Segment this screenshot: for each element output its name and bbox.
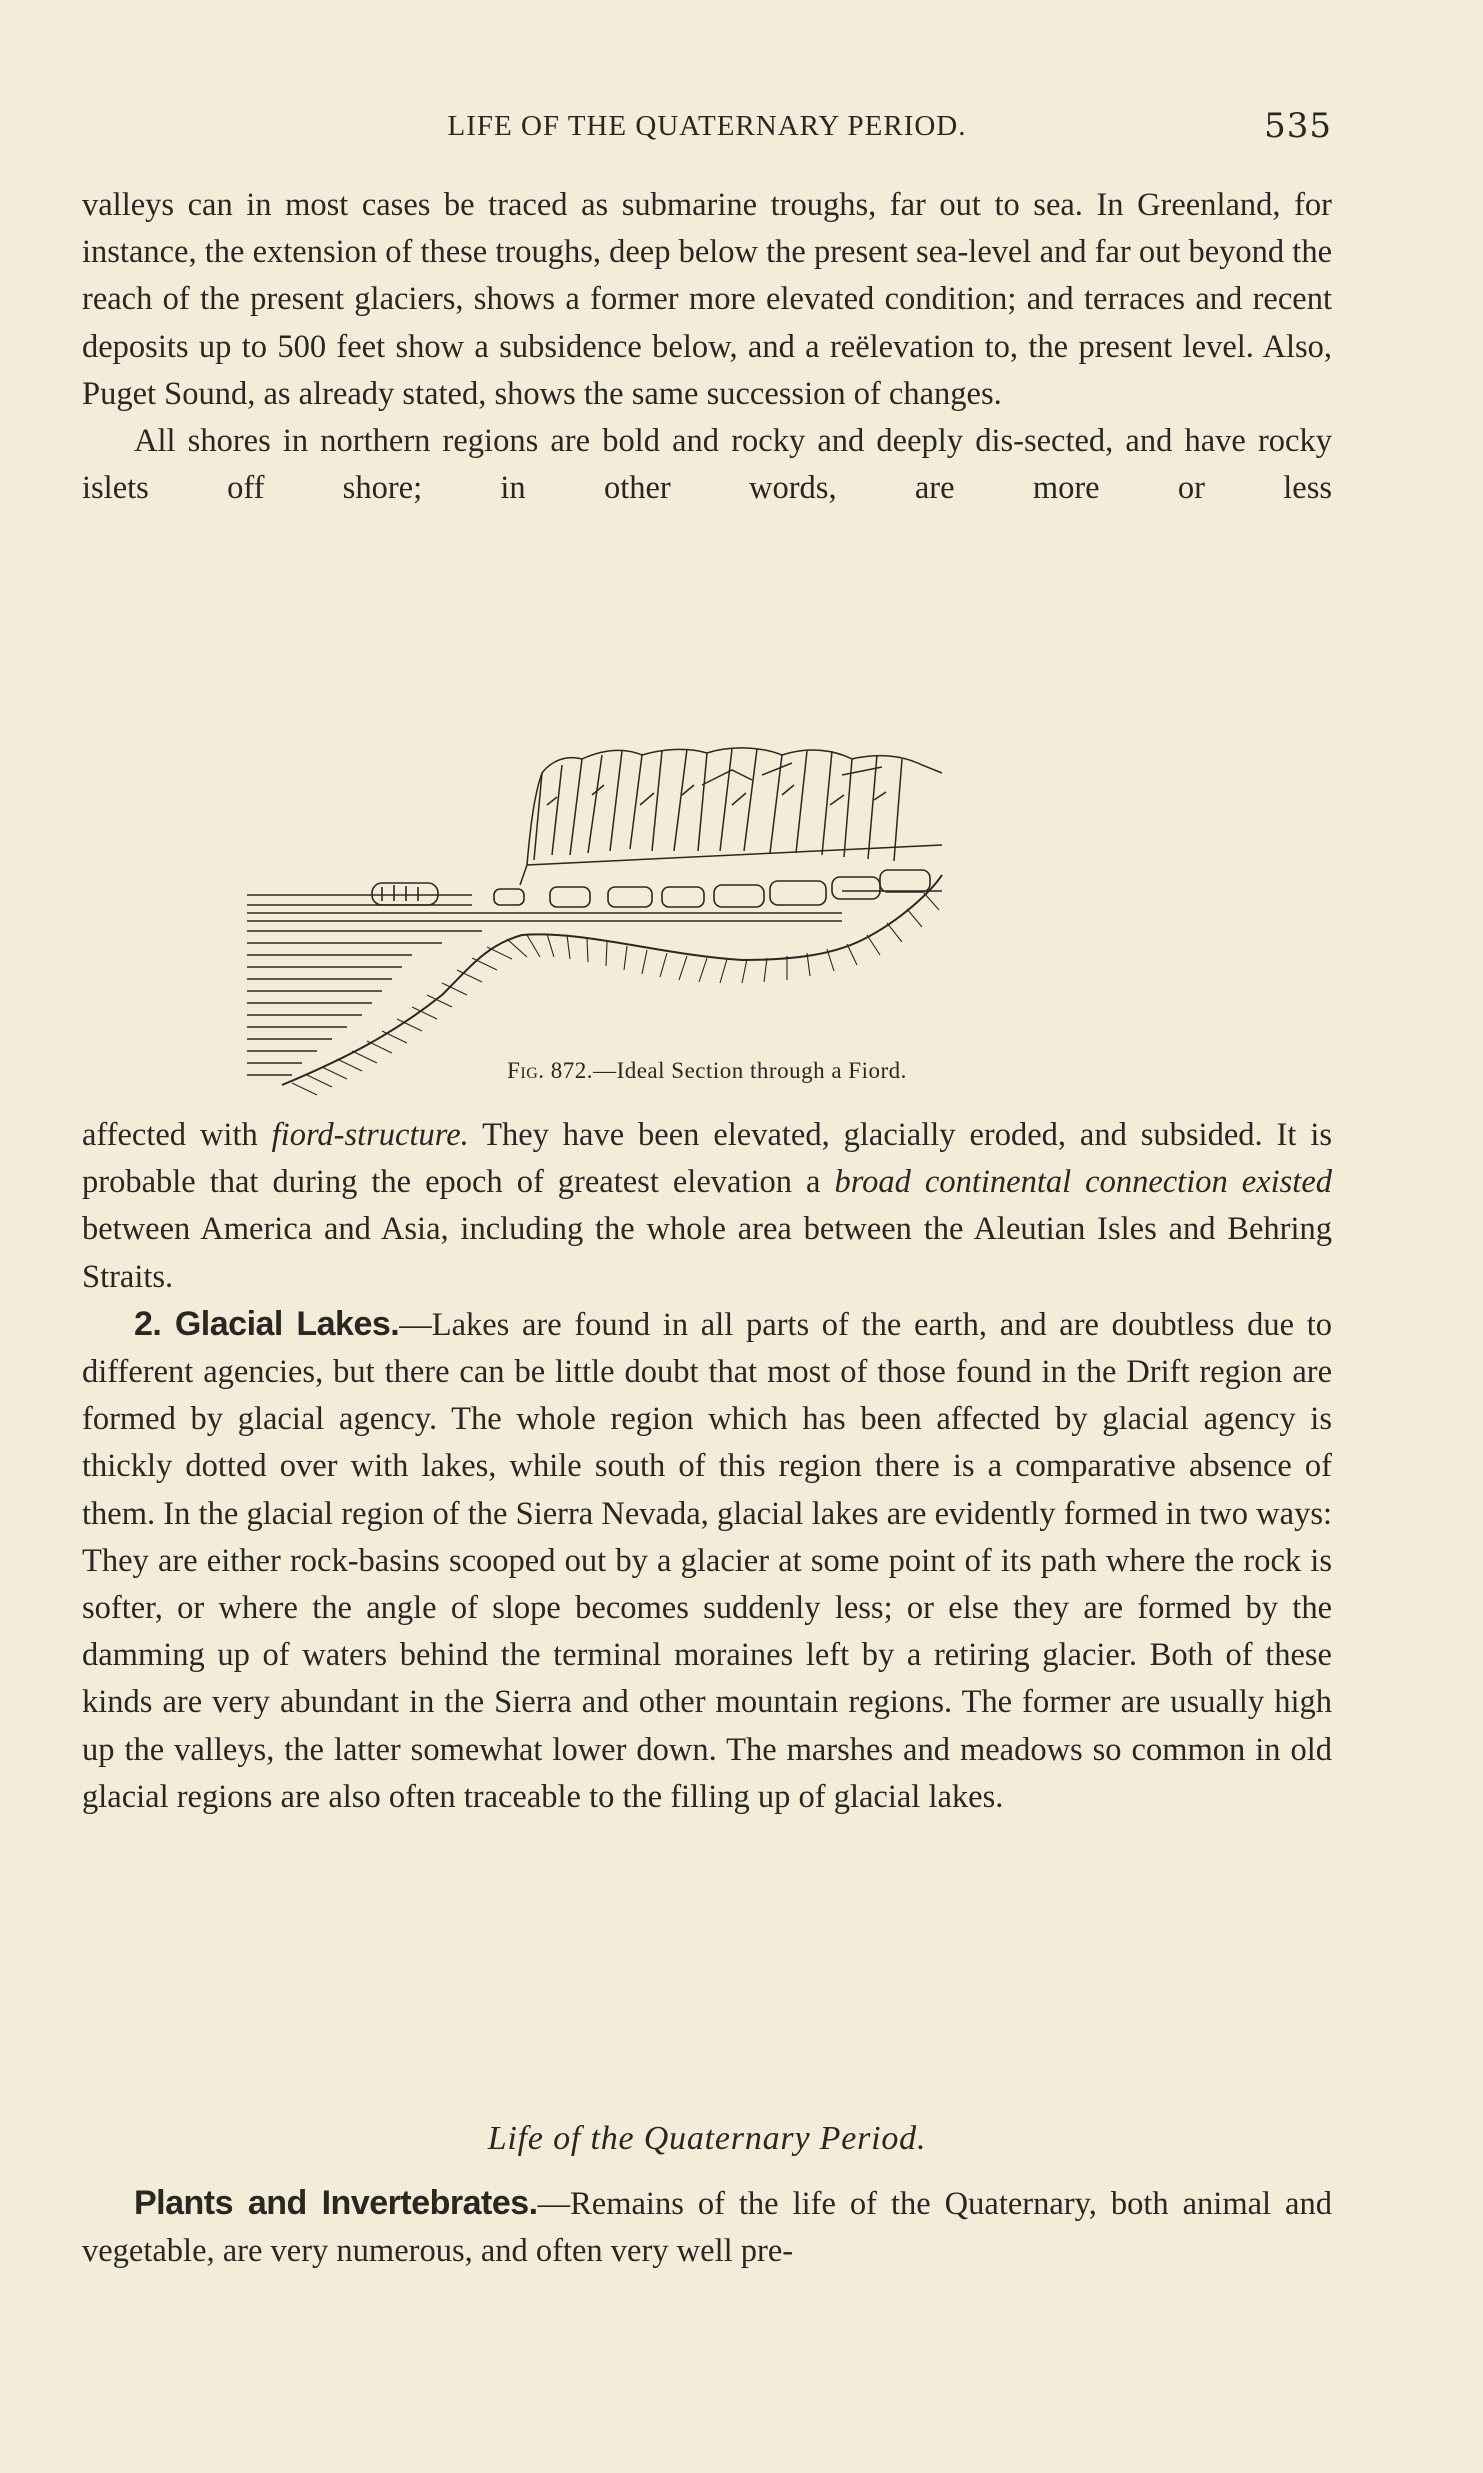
fiord-text-c: between America and Asia, including the whole area between the Aleutian Isles and Behring Straits. xyxy=(82,1211,1332,1295)
sea-surface-lines xyxy=(247,895,842,1075)
glacial-lakes-body: —Lakes are found in all parts of the earth, and are doubtless due to different agencies, but there can be little doubt that most of those found in the Drift region are formed by glacial agency. The whole region which has been affected by glacial agency is thickly dotted over with lakes, while south of this region there is a comparative absence of them. In the glacial region of the Sierra Nevada, glacial lakes are evidently formed in two ways: They are either rock-basins scooped out by a glacier at some point of its path where the rock is softer, or where the angle of slope becomes suddenly less; or else they are formed by the damming up of waters behind the terminal moraines left by a retiring glacier. Both of these kinds are very abundant in the Sierra and other mountain regions. The former are usually high up the valleys, the latter somewhat lower down. The marshes and meadows so common in old glacial regions are also often traceable to the filling up of glacial lakes. xyxy=(82,1306,1332,1815)
figure-caption-text: —Ideal Section through a Fiord. xyxy=(593,1058,907,1083)
text-block-top xyxy=(82,182,1332,512)
section-title: Life of the Quaternary Period. xyxy=(487,2120,927,2157)
figure-caption xyxy=(82,1058,1332,1084)
paragraph-fiord-structure xyxy=(82,1112,1332,1301)
running-title: LIFE OF THE QUATERNARY PERIOD. xyxy=(447,110,967,142)
paragraph-plants-invertebrates xyxy=(82,2180,1332,2275)
continental-connection-term: broad continental connection existed xyxy=(834,1164,1332,1201)
rocky-coast-cliffs xyxy=(520,748,942,885)
plants-invertebrates-heading: Plants and Invertebrates. xyxy=(134,2184,538,2222)
fiord-text-a: affected with xyxy=(82,1117,272,1153)
fiord-text-b: They have been elevated, glacially eroded, and subsided. It is probable that during the epoch of greatest elevation a xyxy=(82,1117,1332,1201)
paragraph-northern-shores: All shores in northern regions are bold and rocky and deeply dis-sected, and have rocky islets off shore; in other words, are more or less xyxy=(82,423,1332,507)
figure-caption-label: Fig. 872. xyxy=(507,1058,594,1083)
plants-invertebrates-body: —Remains of the life of the Quaternary, both animal and vegetable, are very numerous, and often very well pre- xyxy=(82,2186,1332,2270)
paragraph-submarine-troughs: valleys can in most cases be traced as submarine troughs, far out to sea. In Greenland, for instance, the extension of these troughs, deep below the present sea-level and far out beyond the reach of the present glaciers, shows a former more elevated condition; and terraces and recent deposits up to 500 feet show a subsidence below, and a reëlevation to, the present level. Also, Puget Sound, as already stated, shows the same succession of changes. xyxy=(82,187,1332,412)
book-page xyxy=(82,100,1332,2430)
glacial-lakes-heading: 2. Glacial Lakes. xyxy=(134,1304,400,1343)
page-number: 535 xyxy=(1264,106,1332,146)
text-block-bottom xyxy=(82,2180,1332,2275)
page-header xyxy=(82,100,1332,160)
paragraph-glacial-lakes xyxy=(82,1301,1332,1821)
rocky-islets xyxy=(372,870,930,907)
text-block-middle xyxy=(82,1112,1332,1821)
fiord-structure-term: fiord-structure. xyxy=(271,1117,469,1153)
